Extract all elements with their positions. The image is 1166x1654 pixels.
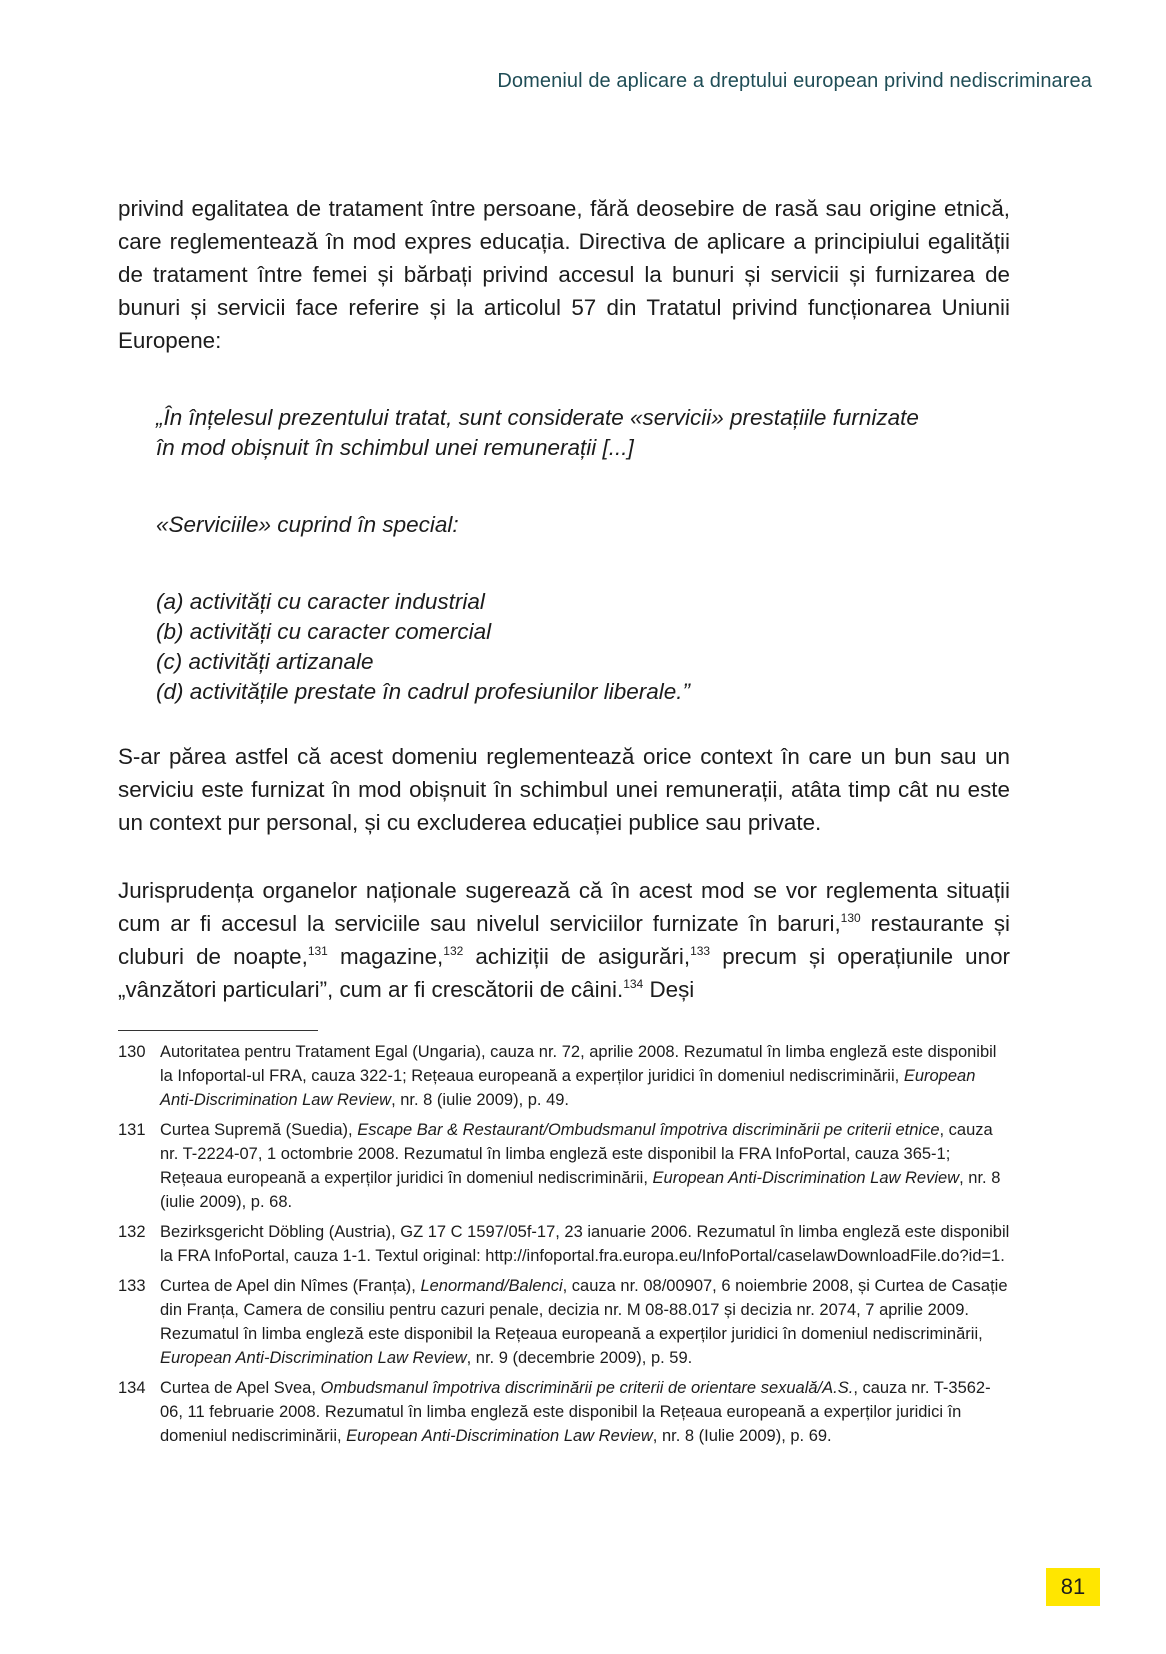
footnote-ref-134[interactable]: 134 <box>623 977 644 991</box>
footnote-divider <box>118 1030 318 1031</box>
footnote-segment: , nr. 8 (iulie 2009), p. 49. <box>391 1091 570 1109</box>
footnote-segment: , cauza nr. T-3562-06, 11 februarie 2008. Rezumatul în limba engleză este disponibil la Rețeaua europeană a experților juridici în domeniul nediscriminării, <box>160 1379 991 1445</box>
services-list <box>156 587 996 707</box>
footnote-text <box>160 1118 1010 1214</box>
body-paragraph-3 <box>118 874 1010 1006</box>
paragraph-text: Deși <box>643 977 695 1002</box>
list-item: (c) activități artizanale <box>156 649 374 674</box>
footnote-segment: Bezirksgericht Döbling (Austria), GZ 17 C 1597/05f-17, 23 ianuarie 2006. Rezumatul în limba engleză este disponibil la FRA InfoPortal, cauza 1-1. Textul original: http://infoportal.fra.europa.eu/InfoPortal/caselawDownloadFile.do?id=1. <box>160 1223 1010 1265</box>
footnote-130 <box>118 1040 1010 1112</box>
footnote-title: Lenormand/Balenci <box>420 1277 563 1295</box>
footnote-number: 131 <box>118 1121 146 1139</box>
footnote-ref-133[interactable]: 133 <box>690 944 711 958</box>
list-item: (a) activități cu caracter industrial <box>156 589 485 614</box>
footnote-title: European Anti-Discrimination Law Review <box>346 1427 653 1445</box>
footnote-segment: Curtea Supremă (Suedia), <box>160 1121 358 1139</box>
footnote-text <box>160 1040 1010 1112</box>
footnote-ref-130[interactable]: 130 <box>840 911 861 925</box>
services-intro: «Serviciile» cuprind în special: <box>156 512 459 537</box>
footnote-title: Ombudsmanul împotriva discriminării pe criterii de orientare sexuală/A.S. <box>320 1379 854 1397</box>
running-header: Domeniul de aplicare a dreptului european privind nediscriminarea <box>497 70 1092 92</box>
footnote-131 <box>118 1118 1010 1214</box>
footnote-title: Escape Bar & Restaurant/Ombudsmanul împotriva discriminării pe criterii etnice <box>357 1121 940 1139</box>
list-item: (b) activități cu caracter comercial <box>156 619 492 644</box>
treaty-quote <box>156 403 996 463</box>
footnote-segment: , cauza nr. 08/00907, 6 noiembrie 2008, și Curtea de Casație din Franța, Camera de consiliu pentru cazuri penale, decizia nr. M 08-88.017 și decizia nr. 2074, 7 aprilie 2009. Rezumatul în limba engleză este disponibil la Rețeaua europeană a experților juridici în domeniul nediscriminării, <box>160 1277 1008 1343</box>
quote-line-1: „În înțelesul prezentului tratat, sunt considerate «servicii» prestațiile furnizate <box>156 405 919 430</box>
footnote-ref-132[interactable]: 132 <box>443 944 464 958</box>
footnote-segment: Autoritatea pentru Tratament Egal (Ungaria), cauza nr. 72, aprilie 2008. Rezumatul în limba engleză este disponibil la Infoportal-ul FRA, cauza 322-1; Rețeaua europeană a experților juridici în domeniul nediscriminării, <box>160 1043 997 1085</box>
body-paragraph-1: privind egalitatea de tratament între persoane, fără deosebire de rasă sau origine etnică, care reglementează în mod expres educația. Directiva de aplicare a principiului egalității de tratament între femei și bărbați privind accesul la bunuri și servicii și furnizarea de bunuri și servicii face referire și la articolul 57 din Tratatul privind funcționarea Uniunii Europene: <box>118 196 1010 353</box>
footnote-title: European Anti-Discrimination Law Review <box>160 1349 467 1367</box>
page-number: 81 <box>1046 1568 1100 1606</box>
footnote-segment: , nr. 8 (iulie 2009), p. 68. <box>160 1169 1001 1211</box>
footnote-132 <box>118 1220 1010 1268</box>
footnote-title: European Anti-Discrimination Law Review <box>652 1169 960 1187</box>
footnotes <box>118 1040 1010 1454</box>
footnote-text <box>160 1376 1010 1448</box>
footnote-134 <box>118 1376 1010 1448</box>
footnote-segment: , cauza nr. T-2224-07, 1 octombrie 2008. Rezumatul în limba engleză este disponibil la FRA InfoPortal, cauza 365-1; Rețeaua europeană a experților juridici în domeniul nediscriminării, <box>160 1121 993 1187</box>
list-item: (d) activitățile prestate în cadrul profesiunilor liberale.” <box>156 679 690 704</box>
paragraph-text: magazine, <box>327 944 444 969</box>
footnote-number: 134 <box>118 1379 146 1397</box>
footnote-number: 130 <box>118 1043 146 1061</box>
footnote-133 <box>118 1274 1010 1370</box>
quote-line-2: în mod obișnuit în schimbul unei remunerații [...] <box>156 435 634 460</box>
footnote-number: 133 <box>118 1277 146 1295</box>
footnote-title: European Anti-Discrimination Law Review <box>160 1067 976 1109</box>
footnote-segment: , nr. 8 (Iulie 2009), p. 69. <box>652 1427 832 1445</box>
paragraph-text: precum și operațiunile unor „vânzători particulari”, cum ar fi crescătorii de câini. <box>118 944 1010 1002</box>
footnote-text <box>160 1274 1010 1370</box>
footnote-segment: Curtea de Apel din Nîmes (Franța), <box>160 1277 421 1295</box>
footnote-segment: , nr. 9 (decembrie 2009), p. 59. <box>466 1349 693 1367</box>
body-paragraph-2: S-ar părea astfel că acest domeniu reglementează orice context în care un bun sau un serviciu este furnizat în mod obișnuit în schimbul unei remunerații, atâta timp cât nu este un context pur personal, și cu excluderea educației publice sau private. <box>118 744 1010 835</box>
footnote-segment: Curtea de Apel Svea, <box>160 1379 321 1397</box>
footnote-number: 132 <box>118 1223 146 1241</box>
paragraph-text: achiziții de asigurări, <box>463 944 691 969</box>
footnote-text <box>160 1220 1010 1268</box>
footnote-ref-131[interactable]: 131 <box>307 944 328 958</box>
paragraph-text: restaurante și cluburi de noapte, <box>118 911 1010 969</box>
paragraph-text: Jurisprudența organelor naționale sugerează că în acest mod se vor reglementa situații cum ar fi accesul la serviciile sau nivelul serviciilor furnizate în baruri, <box>118 878 1010 936</box>
